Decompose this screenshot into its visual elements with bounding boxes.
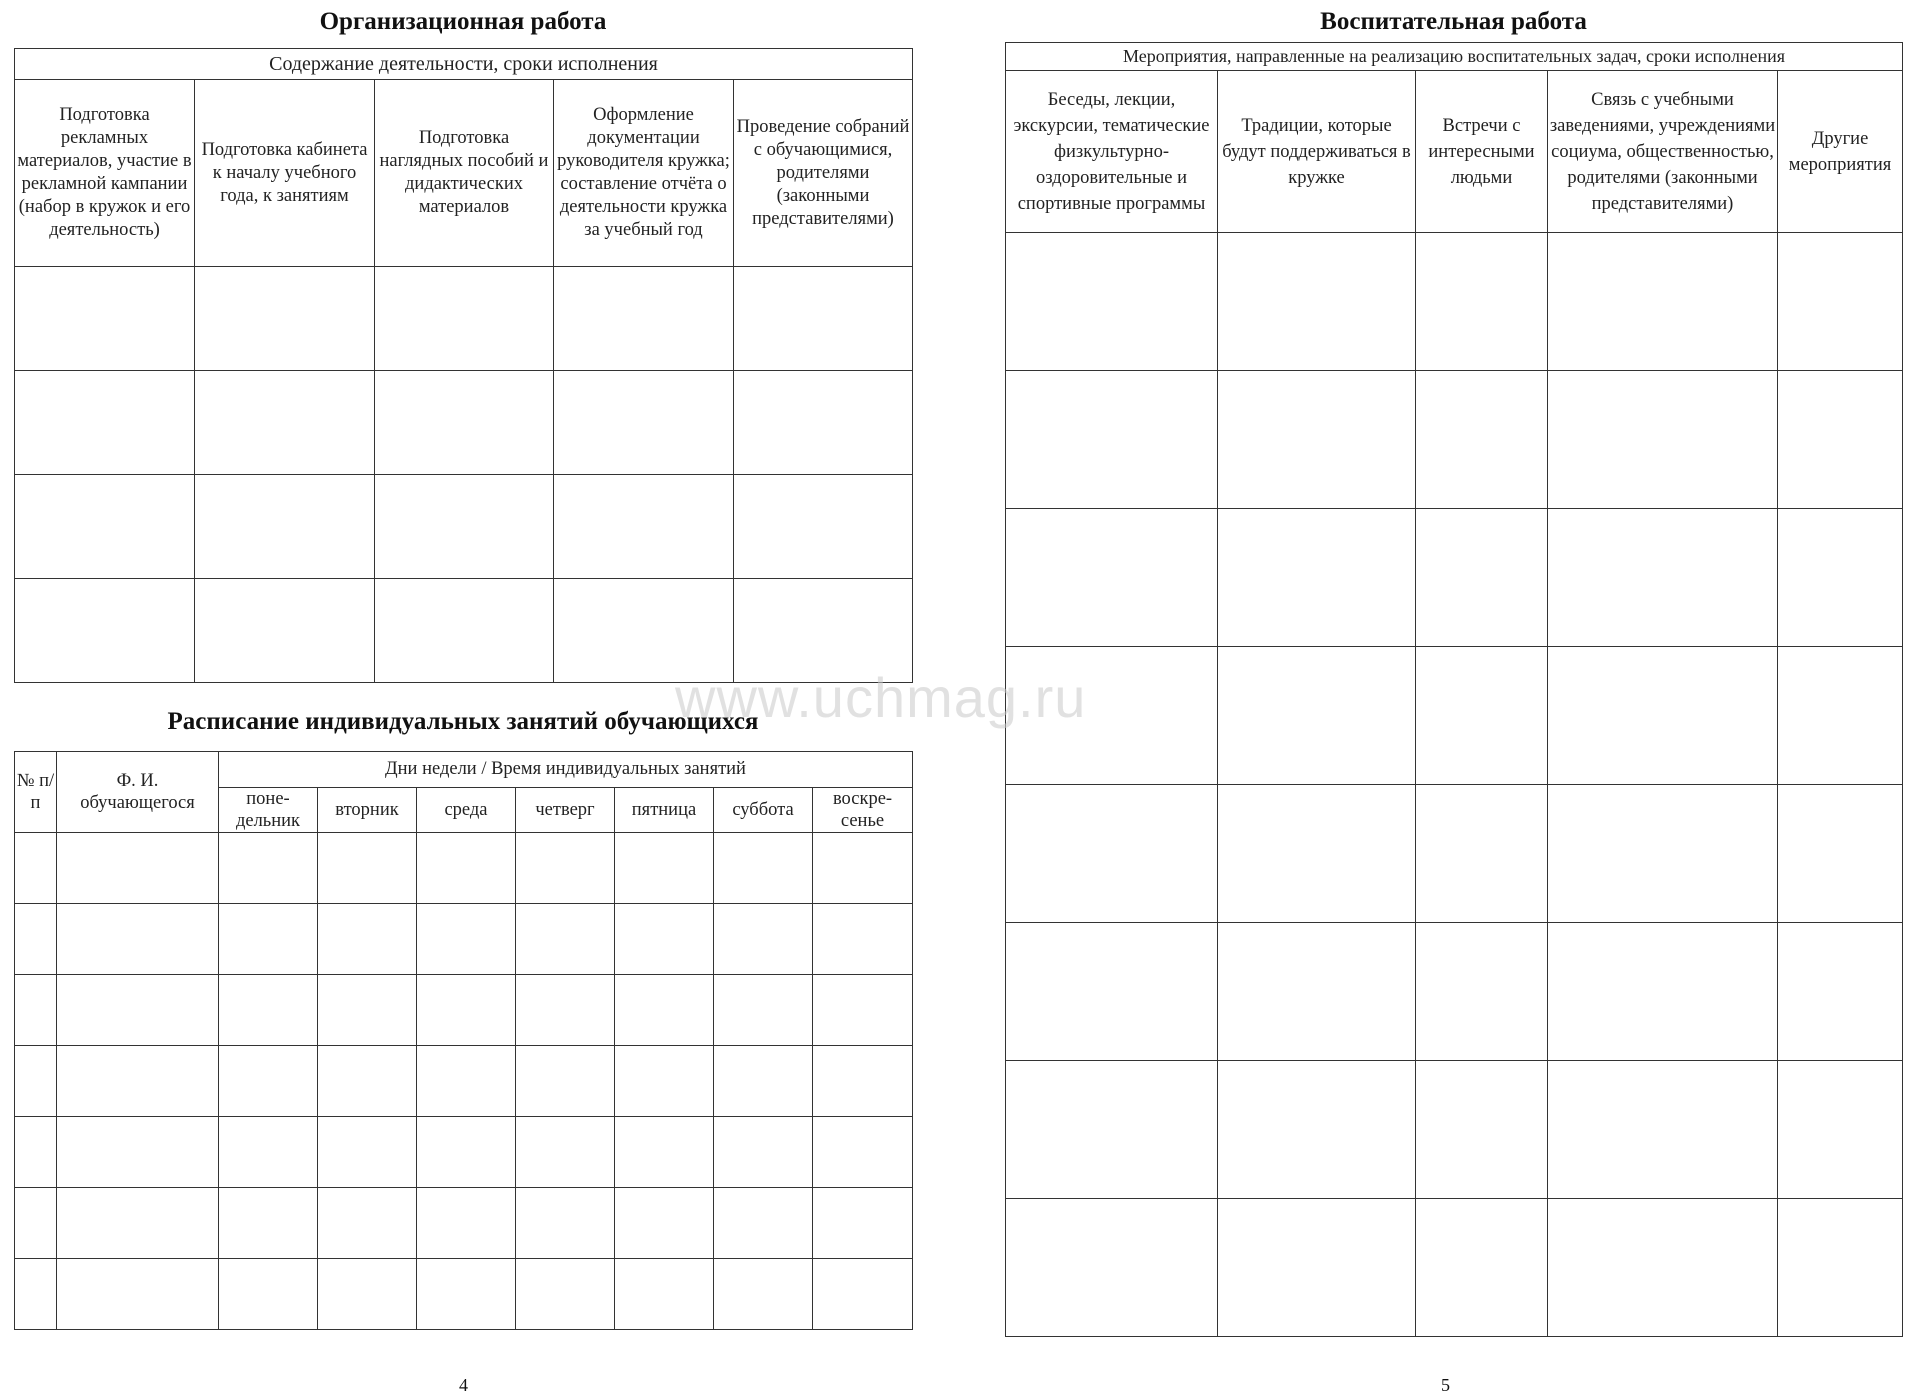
table-cell[interactable]: [714, 1046, 813, 1117]
table-cell[interactable]: [15, 1117, 57, 1188]
table-cell[interactable]: [1416, 1199, 1548, 1337]
table-cell[interactable]: [57, 1259, 219, 1330]
edu-work-title: Воспитательная работа: [1320, 8, 1587, 35]
table-cell[interactable]: [318, 975, 417, 1046]
table-cell[interactable]: [1548, 233, 1778, 371]
table-cell[interactable]: [1548, 785, 1778, 923]
schedule-title: Расписание индивидуальных занятий обучающихся: [167, 708, 759, 735]
table-cell[interactable]: [15, 371, 195, 475]
table-cell[interactable]: [417, 975, 516, 1046]
table-cell[interactable]: [1548, 1061, 1778, 1199]
table-cell[interactable]: [813, 975, 913, 1046]
table-cell[interactable]: [15, 579, 195, 683]
org-col-header: Подготовка наглядных пособий и дидактических материалов: [375, 80, 554, 267]
table-row: [15, 1188, 913, 1259]
edu-col-header: Встречи с интересными людьми: [1416, 71, 1548, 233]
table-cell[interactable]: [554, 475, 734, 579]
table-cell[interactable]: [813, 1117, 913, 1188]
table-row: [1006, 371, 1903, 509]
table-cell[interactable]: [813, 1046, 913, 1117]
table-cell[interactable]: [1548, 923, 1778, 1061]
table-cell[interactable]: [1416, 509, 1548, 647]
table-cell[interactable]: [1548, 647, 1778, 785]
day-header: четверг: [516, 788, 615, 833]
table-cell[interactable]: [1006, 923, 1218, 1061]
table-cell[interactable]: [1006, 371, 1218, 509]
table-row: [1006, 1199, 1903, 1337]
table-row: [15, 1117, 913, 1188]
table-cell[interactable]: [516, 1188, 615, 1259]
table-cell[interactable]: [57, 1046, 219, 1117]
table-cell[interactable]: [57, 833, 219, 904]
table-cell[interactable]: [417, 904, 516, 975]
table-cell[interactable]: [1416, 1061, 1548, 1199]
table-cell[interactable]: [195, 371, 375, 475]
table-cell[interactable]: [1218, 647, 1416, 785]
table-cell[interactable]: [15, 475, 195, 579]
table-cell[interactable]: [615, 1259, 714, 1330]
edu-col-header: Традиции, которые будут поддерживаться в кружке: [1218, 71, 1416, 233]
table-cell[interactable]: [516, 833, 615, 904]
table-row: [1006, 233, 1903, 371]
table-row: [15, 1046, 913, 1117]
table-cell[interactable]: [516, 975, 615, 1046]
table-cell[interactable]: [1548, 371, 1778, 509]
table-cell[interactable]: [318, 904, 417, 975]
table-cell[interactable]: [1778, 647, 1903, 785]
table-cell[interactable]: [1548, 509, 1778, 647]
table-row: [1006, 923, 1903, 1061]
table-row: [15, 1259, 913, 1330]
org-col-header: Подготовка рекламных материалов, участие в рекламной кампании (набор в кружок и его деятельность): [15, 80, 195, 267]
table-cell[interactable]: [1006, 1061, 1218, 1199]
table-cell[interactable]: [195, 475, 375, 579]
table-cell[interactable]: [516, 1117, 615, 1188]
table-cell[interactable]: [375, 475, 554, 579]
table-cell[interactable]: [57, 1188, 219, 1259]
table-row: [15, 833, 913, 904]
table-cell[interactable]: [15, 1046, 57, 1117]
day-header: поне-дельник: [219, 788, 318, 833]
table-cell[interactable]: [57, 975, 219, 1046]
table-cell[interactable]: [714, 975, 813, 1046]
table-cell[interactable]: [219, 1259, 318, 1330]
table-cell[interactable]: [318, 1117, 417, 1188]
table-cell[interactable]: [15, 904, 57, 975]
table-cell[interactable]: [219, 833, 318, 904]
table-row: [1006, 1061, 1903, 1199]
col-num-header: № п/п: [15, 752, 57, 833]
table-cell[interactable]: [375, 579, 554, 683]
days-header: Дни недели / Время индивидуальных занятий: [219, 752, 913, 788]
table-row: [1006, 647, 1903, 785]
table-cell[interactable]: [1416, 371, 1548, 509]
table-cell[interactable]: [813, 833, 913, 904]
table-cell[interactable]: [1778, 371, 1903, 509]
table-cell[interactable]: [375, 371, 554, 475]
table-cell[interactable]: [15, 833, 57, 904]
org-col-header: Подготовка кабинета к началу учебного года, к занятиям: [195, 80, 375, 267]
table-cell[interactable]: [615, 1046, 714, 1117]
table-row: [1006, 509, 1903, 647]
table-row: [15, 975, 913, 1046]
table-cell[interactable]: [813, 1188, 913, 1259]
table-cell[interactable]: [15, 975, 57, 1046]
table-cell[interactable]: [219, 1117, 318, 1188]
day-header: воскре-сенье: [813, 788, 913, 833]
table-cell[interactable]: [1778, 1199, 1903, 1337]
table-cell[interactable]: [615, 975, 714, 1046]
table-cell[interactable]: [1778, 785, 1903, 923]
table-cell[interactable]: [1006, 1199, 1218, 1337]
table-cell[interactable]: [417, 1259, 516, 1330]
table-cell[interactable]: [57, 904, 219, 975]
table-cell[interactable]: [1218, 233, 1416, 371]
table-cell[interactable]: [813, 904, 913, 975]
table-cell[interactable]: [375, 267, 554, 371]
table-row: [15, 475, 913, 579]
table-cell[interactable]: [714, 1117, 813, 1188]
table-cell[interactable]: [1416, 647, 1548, 785]
table-cell[interactable]: [15, 267, 195, 371]
table-row: [1006, 785, 1903, 923]
table-cell[interactable]: [1548, 1199, 1778, 1337]
watermark: www.uchmag.ru: [675, 666, 1087, 729]
table-cell[interactable]: [417, 1188, 516, 1259]
page-number: 4: [459, 1375, 468, 1395]
edu-col-header: Связь с учебными заведениями, учреждениями социума, общественностью, родителями (законными представителями): [1548, 71, 1778, 233]
table-cell[interactable]: [1218, 509, 1416, 647]
table-cell[interactable]: [318, 1259, 417, 1330]
day-header: суббота: [714, 788, 813, 833]
table-row: [15, 267, 913, 371]
table-cell[interactable]: [615, 1117, 714, 1188]
table-cell[interactable]: [734, 267, 913, 371]
table-cell[interactable]: [813, 1259, 913, 1330]
table-cell[interactable]: [1416, 233, 1548, 371]
table-cell[interactable]: [57, 1117, 219, 1188]
page-number: 5: [1441, 1375, 1450, 1395]
table-cell[interactable]: [615, 1188, 714, 1259]
table-cell[interactable]: [1218, 1061, 1416, 1199]
table-cell[interactable]: [417, 1117, 516, 1188]
table-cell[interactable]: [615, 904, 714, 975]
table-cell[interactable]: [417, 1046, 516, 1117]
table-cell[interactable]: [734, 371, 913, 475]
table-cell[interactable]: [516, 1259, 615, 1330]
org-table-header: Содержание деятельности, сроки исполнения: [15, 49, 913, 80]
table-cell[interactable]: [1416, 785, 1548, 923]
schedule-table: [14, 751, 913, 1330]
table-cell[interactable]: [714, 904, 813, 975]
table-cell[interactable]: [554, 371, 734, 475]
table-cell[interactable]: [1006, 509, 1218, 647]
table-cell[interactable]: [1218, 923, 1416, 1061]
table-cell[interactable]: [516, 904, 615, 975]
table-cell[interactable]: [1006, 785, 1218, 923]
table-cell[interactable]: [219, 975, 318, 1046]
table-cell[interactable]: [1778, 233, 1903, 371]
edu-col-header: Другие мероприятия: [1778, 71, 1903, 233]
table-cell[interactable]: [1778, 923, 1903, 1061]
table-cell[interactable]: [318, 833, 417, 904]
table-cell[interactable]: [714, 1188, 813, 1259]
day-header: вторник: [318, 788, 417, 833]
org-work-title: Организационная работа: [319, 8, 607, 35]
table-cell[interactable]: [734, 475, 913, 579]
org-col-header: Проведение собраний с обучающимися, родителями (законными представителями): [734, 80, 913, 267]
table-row: [15, 904, 913, 975]
org-work-table: [14, 48, 913, 683]
org-col-header: Оформление документации руководителя кружка; составление отчёта о деятельности кружка за учебный год: [554, 80, 734, 267]
table-cell[interactable]: [714, 833, 813, 904]
table-row: [15, 371, 913, 475]
table-cell[interactable]: [15, 1188, 57, 1259]
table-cell[interactable]: [1006, 233, 1218, 371]
table-cell[interactable]: [516, 1046, 615, 1117]
table-cell[interactable]: [195, 267, 375, 371]
table-cell[interactable]: [1218, 785, 1416, 923]
right-page: [985, 0, 1920, 1395]
table-cell[interactable]: [219, 904, 318, 975]
day-header: пятница: [615, 788, 714, 833]
day-header: среда: [417, 788, 516, 833]
table-cell[interactable]: [1778, 509, 1903, 647]
table-cell[interactable]: [1416, 923, 1548, 1061]
table-cell[interactable]: [318, 1188, 417, 1259]
edu-table-header: Мероприятия, направленные на реализацию воспитательных задач, сроки исполнения: [1006, 43, 1903, 71]
table-cell[interactable]: [1778, 1061, 1903, 1199]
edu-col-header: Беседы, лекции, экскурсии, тематические физкультурно-оздоровительные и спортивные программы: [1006, 71, 1218, 233]
table-cell[interactable]: [219, 1046, 318, 1117]
table-cell[interactable]: [15, 1259, 57, 1330]
table-cell[interactable]: [195, 579, 375, 683]
table-cell[interactable]: [219, 1188, 318, 1259]
table-cell[interactable]: [1218, 1199, 1416, 1337]
table-cell[interactable]: [1218, 371, 1416, 509]
table-cell[interactable]: [318, 1046, 417, 1117]
table-cell[interactable]: [714, 1259, 813, 1330]
col-name-header: Ф. И. обучающегося: [57, 752, 219, 833]
edu-work-table: [1005, 42, 1903, 1337]
table-cell[interactable]: [615, 833, 714, 904]
table-cell[interactable]: [417, 833, 516, 904]
table-cell[interactable]: [554, 267, 734, 371]
